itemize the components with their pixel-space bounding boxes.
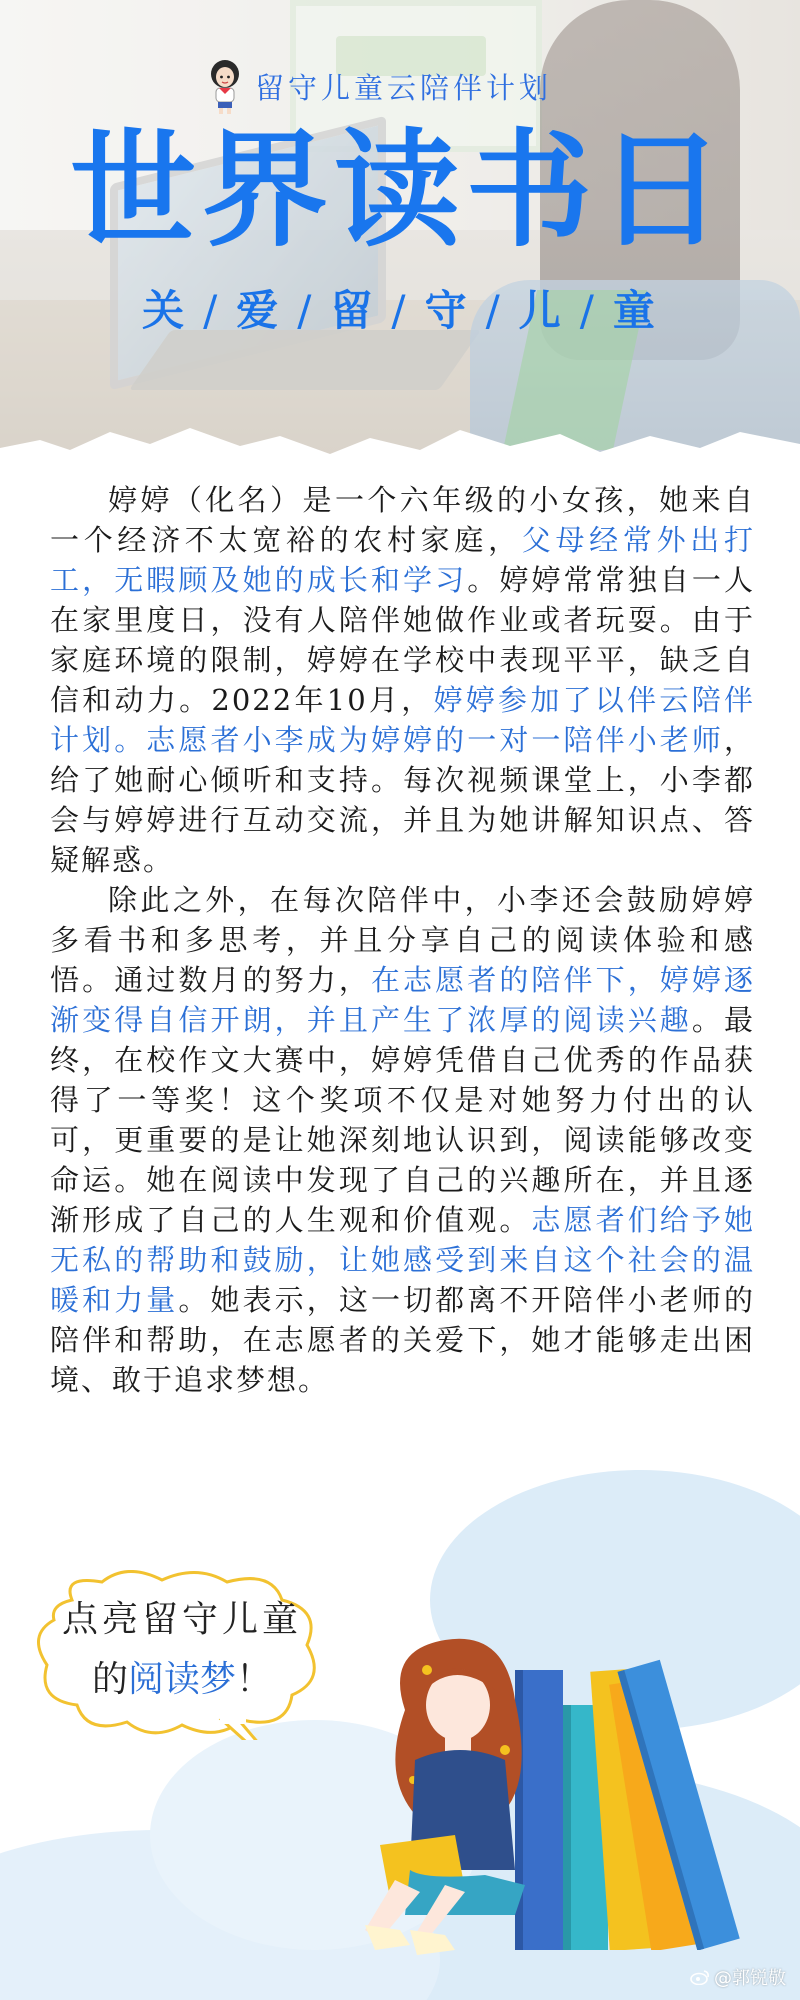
story-article <box>50 480 755 1400</box>
tagline-char: 童 <box>612 286 658 335</box>
tagline-char: 守 <box>424 286 470 335</box>
story-paragraph-1 <box>50 480 755 880</box>
tagline-separator: / <box>485 286 503 335</box>
bubble-highlight: 阅读梦 <box>128 1659 237 1700</box>
highlighted-text: 婷婷参加了以伴云陪伴计划。志愿者小李成为婷婷的一对一陪伴小老师 <box>50 683 755 757</box>
tagline-separator: / <box>203 286 221 335</box>
story-paragraph-2 <box>50 880 755 1400</box>
torn-paper-edge <box>0 410 800 470</box>
weibo-icon <box>690 1969 710 1985</box>
bubble-line-1: 点亮留守儿童 <box>62 1599 303 1640</box>
highlighted-text: 在志愿者的陪伴下，婷婷逐渐变得自信开朗，并且产生了浓厚的阅读兴趣 <box>50 963 755 1037</box>
program-title <box>205 58 552 114</box>
paragraph-text: 除此之外，在每次陪伴中，小李还会鼓励婷婷多看书和多思考，并且分享自己的阅读体验和感悟。通过数月的努力， <box>50 883 755 997</box>
bubble-text-part: ！ <box>236 1659 273 1700</box>
paragraph-text: 婷婷（化名）是一个六年级的小女孩，她来自一个经济不太宽裕的农村家庭， <box>50 483 755 557</box>
paragraph-text: 。最终，在校作文大赛中，婷婷凭借自己优秀的作品获得了一等奖！这个奖项不仅是对她努力付出的认可，更重要的是让她深刻地认识到，阅读能够改变命运。她在阅读中发现了自己的兴趣所在，并且逐渐形成了自己的人生观和价值观。 <box>50 1003 755 1237</box>
paragraph-text: ，给了她耐心倾听和支持。每次视频课堂上，小李都会与婷婷进行互动交流，并且为她讲解知识点、答疑解惑。 <box>50 723 755 877</box>
paragraph-text: 。婷婷常常独自一人在家里度日，没有人陪伴她做作业或者玩耍。由于家庭环境的限制，婷婷在学校中表现平平，缺乏自信和动力。2022年10月， <box>50 563 755 717</box>
tagline <box>0 278 800 338</box>
tagline-char: 儿 <box>518 286 564 335</box>
bubble-text <box>62 1590 322 1710</box>
bubble-line-2 <box>62 1650 322 1710</box>
tagline-char: 关 <box>142 286 188 335</box>
tagline-char: 留 <box>330 286 376 335</box>
page-title: 世界读书日 <box>70 117 730 264</box>
tagline-separator: / <box>297 286 315 335</box>
highlighted-text: 父母经常外出打工，无暇顾及她的成长和学习 <box>50 523 755 597</box>
paragraph-text: 。她表示，这一切都离不开陪伴小老师的陪伴和帮助，在志愿者的关爱下，她才能够走出困境、敢于追求梦想。 <box>50 1283 755 1397</box>
watermark-text: @郭锐敬 <box>714 1968 786 1989</box>
highlighted-text: 志愿者们给予她无私的帮助和鼓励，让她感受到来自这个社会的温暖和力量 <box>50 1203 755 1317</box>
tagline-char: 爱 <box>236 286 282 335</box>
reading-girl-icon <box>365 1630 565 1960</box>
tagline-separator: / <box>579 286 597 335</box>
program-name: 留守儿童云陪伴计划 <box>255 70 553 105</box>
header-photo <box>0 0 800 470</box>
tagline-separator: / <box>391 286 409 335</box>
watermark <box>690 1964 786 1990</box>
bubble-text-part: 的 <box>92 1659 129 1700</box>
girl-mascot-icon <box>205 58 245 114</box>
footer-illustration <box>0 1470 800 2000</box>
